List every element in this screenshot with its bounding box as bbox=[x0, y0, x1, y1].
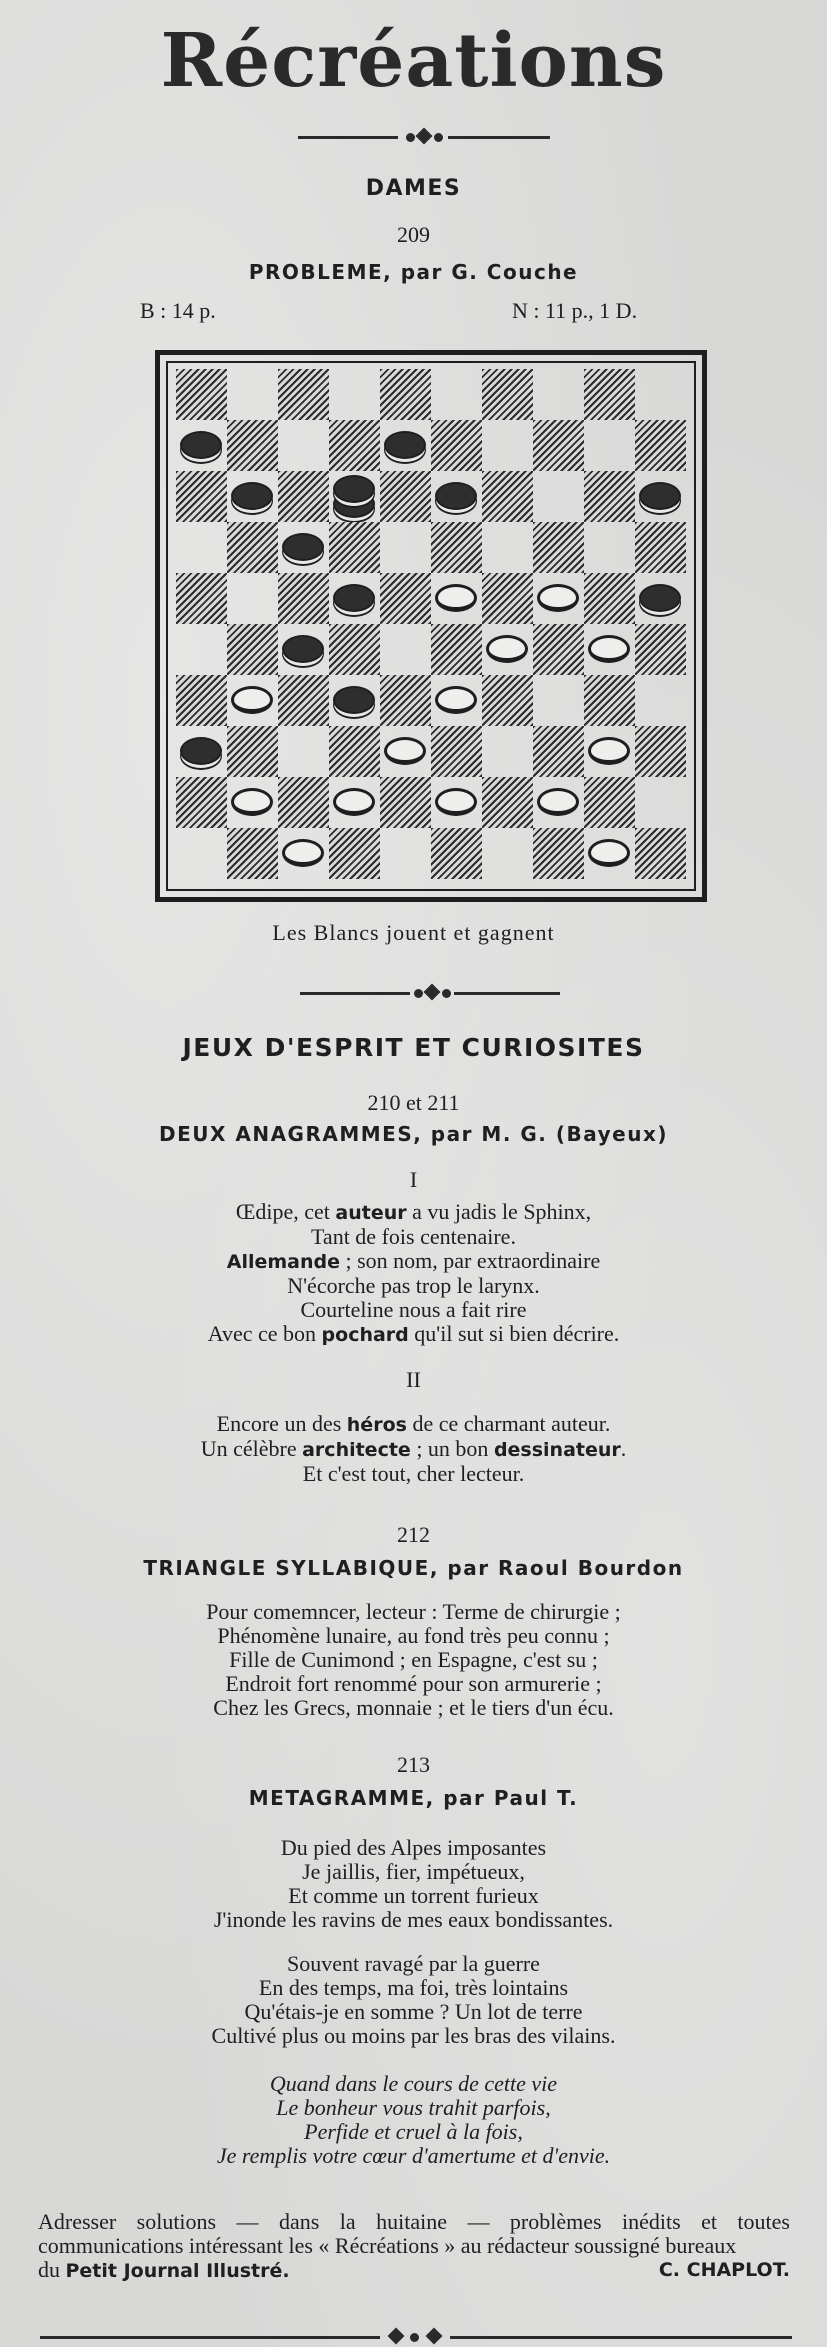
poem-line bbox=[0, 1624, 827, 1648]
playable-square bbox=[635, 471, 686, 522]
playable-square bbox=[635, 369, 686, 420]
hatched-square bbox=[278, 573, 329, 624]
poem-line bbox=[0, 1298, 827, 1322]
text: Phénomène lunaire, au fond très peu connu ; bbox=[217, 1623, 610, 1648]
playable-square bbox=[278, 420, 329, 471]
ornament-divider-bottom bbox=[40, 2330, 792, 2344]
problem-number: 209 bbox=[397, 222, 430, 247]
poem-line bbox=[0, 1600, 827, 1624]
hatched-square bbox=[329, 420, 380, 471]
playable-square bbox=[227, 573, 278, 624]
playable-square bbox=[482, 420, 533, 471]
playable-square bbox=[482, 522, 533, 573]
poem-line bbox=[0, 2096, 827, 2120]
text: N'écorche pas trop le larynx. bbox=[287, 1273, 540, 1298]
black-king-icon bbox=[333, 475, 375, 503]
hatched-square bbox=[380, 777, 431, 828]
text: Tant de fois centenaire. bbox=[311, 1224, 516, 1249]
white-piece-icon bbox=[588, 737, 630, 765]
black-piece-icon bbox=[435, 482, 477, 510]
text: Endroit fort renommé pour son armurerie ; bbox=[225, 1671, 602, 1696]
playable-square bbox=[482, 828, 533, 879]
playable-square bbox=[431, 675, 482, 726]
text: de ce charmant auteur. bbox=[406, 1411, 611, 1436]
black-piece-icon bbox=[384, 431, 426, 459]
hatched-square bbox=[431, 420, 482, 471]
white-piece-icon bbox=[537, 788, 579, 816]
white-piece-icon bbox=[384, 737, 426, 765]
poem-line bbox=[0, 1225, 827, 1249]
hatched-square bbox=[482, 471, 533, 522]
playable-square bbox=[176, 624, 227, 675]
hatched-square bbox=[533, 522, 584, 573]
playable-square bbox=[431, 573, 482, 624]
playable-square bbox=[533, 369, 584, 420]
poem-line bbox=[0, 1860, 827, 1884]
hatched-square bbox=[635, 624, 686, 675]
poem-line bbox=[0, 1696, 827, 1720]
text: Courteline nous a fait rire bbox=[300, 1297, 527, 1322]
submission-note bbox=[38, 2210, 790, 2283]
playable-square bbox=[176, 420, 227, 471]
keyword: héros bbox=[346, 1414, 407, 1436]
playable-square bbox=[176, 726, 227, 777]
playable-square bbox=[533, 675, 584, 726]
text: Et c'est tout, cher lecteur. bbox=[302, 1461, 525, 1486]
poem-line bbox=[0, 1952, 827, 1976]
hatched-square bbox=[635, 726, 686, 777]
playable-square bbox=[329, 675, 380, 726]
hatched-square bbox=[227, 420, 278, 471]
text: Le bonheur vous trahit parfois, bbox=[276, 2095, 551, 2120]
hatched-square bbox=[380, 471, 431, 522]
poem-line bbox=[0, 2024, 827, 2048]
triangle-poem bbox=[0, 1600, 827, 1720]
poem-line bbox=[0, 1648, 827, 1672]
hatched-square bbox=[227, 624, 278, 675]
playable-square bbox=[227, 777, 278, 828]
white-piece-icon bbox=[588, 839, 630, 867]
section-title-jeux: JEUX D'ESPRIT ET CURIOSITES bbox=[182, 1033, 645, 1062]
hatched-square bbox=[380, 675, 431, 726]
hatched-square bbox=[635, 522, 686, 573]
hatched-square bbox=[533, 828, 584, 879]
hatched-square bbox=[176, 573, 227, 624]
signature-line bbox=[38, 2258, 790, 2283]
poem-line bbox=[0, 2000, 827, 2024]
white-piece-icon bbox=[282, 839, 324, 867]
hatched-square bbox=[329, 624, 380, 675]
checkers-board bbox=[155, 350, 707, 902]
hatched-square bbox=[278, 675, 329, 726]
playable-square bbox=[176, 522, 227, 573]
anagram-number: 210 et 211 bbox=[367, 1090, 460, 1115]
part-label-2: II bbox=[406, 1367, 421, 1392]
black-piece-icon bbox=[282, 533, 324, 561]
white-piece-icon bbox=[435, 686, 477, 714]
hatched-square bbox=[584, 573, 635, 624]
text: J'inonde les ravins de mes eaux bondissantes. bbox=[213, 1907, 614, 1932]
ornament-divider bbox=[300, 986, 560, 1000]
board-grid bbox=[176, 369, 686, 879]
text: Je jaillis, fier, impétueux, bbox=[302, 1859, 525, 1884]
poem-line bbox=[0, 1249, 827, 1274]
hatched-square bbox=[482, 573, 533, 624]
hatched-square bbox=[227, 726, 278, 777]
white-piece-icon bbox=[231, 788, 273, 816]
hatched-square bbox=[431, 624, 482, 675]
text: a vu jadis le Sphinx, bbox=[406, 1199, 592, 1224]
text: Pour comemncer, lecteur : Terme de chirurgie ; bbox=[206, 1599, 621, 1624]
text: Avec ce bon bbox=[207, 1321, 322, 1346]
poem-line bbox=[0, 1836, 827, 1860]
playable-square bbox=[584, 828, 635, 879]
text: Souvent ravagé par la guerre bbox=[287, 1951, 540, 1976]
playable-square bbox=[380, 726, 431, 777]
poem-line bbox=[0, 1412, 827, 1437]
playable-square bbox=[176, 828, 227, 879]
text: Qu'étais-je en somme ? Un lot de terre bbox=[244, 1999, 583, 2024]
hatched-square bbox=[278, 471, 329, 522]
text: Chez les Grecs, monnaie ; et le tiers d'un écu. bbox=[213, 1695, 614, 1720]
keyword: pochard bbox=[321, 1324, 409, 1346]
playable-square bbox=[431, 777, 482, 828]
black-piece-icon bbox=[639, 584, 681, 612]
white-piece-icon bbox=[537, 584, 579, 612]
hatched-square bbox=[584, 777, 635, 828]
text: ; un bon bbox=[410, 1436, 494, 1461]
playable-square bbox=[329, 777, 380, 828]
metagramme-stanza-1 bbox=[0, 1836, 827, 1932]
playable-square bbox=[278, 726, 329, 777]
hatched-square bbox=[329, 726, 380, 777]
playable-square bbox=[278, 828, 329, 879]
playable-square bbox=[533, 573, 584, 624]
text: Œdipe, cet bbox=[235, 1199, 336, 1224]
black-piece-icon bbox=[231, 482, 273, 510]
hatched-square bbox=[278, 369, 329, 420]
page-title: Récréations bbox=[160, 18, 667, 104]
triangle-title: TRIANGLE SYLLABIQUE, par Raoul Bourdon bbox=[143, 1556, 684, 1580]
white-piece-icon bbox=[333, 788, 375, 816]
hatched-square bbox=[380, 369, 431, 420]
poem-line bbox=[0, 1437, 827, 1462]
part-label-1: I bbox=[409, 1167, 418, 1192]
poem-line bbox=[0, 1274, 827, 1298]
hatched-square bbox=[584, 369, 635, 420]
metagramme-title: METAGRAMME, par Paul T. bbox=[248, 1786, 579, 1810]
text: Cultivé plus ou moins par les bras des vilains. bbox=[211, 2023, 616, 2048]
hatched-square bbox=[227, 828, 278, 879]
metagramme-number: 213 bbox=[397, 1752, 430, 1777]
poem-line bbox=[0, 1462, 827, 1486]
black-piece-count: N : 11 p., 1 D. bbox=[512, 298, 638, 323]
text: Et comme un torrent furieux bbox=[288, 1883, 539, 1908]
playable-square bbox=[635, 573, 686, 624]
playable-square bbox=[482, 726, 533, 777]
poem-line bbox=[0, 2120, 827, 2144]
playable-square bbox=[278, 624, 329, 675]
triangle-number: 212 bbox=[397, 1522, 430, 1547]
white-piece-count: B : 14 p. bbox=[140, 298, 216, 323]
poem-line bbox=[0, 1884, 827, 1908]
signature: C. CHAPLOT. bbox=[658, 2259, 790, 2281]
playable-square bbox=[533, 471, 584, 522]
poem-line bbox=[0, 2144, 827, 2168]
playable-square bbox=[431, 471, 482, 522]
hatched-square bbox=[431, 522, 482, 573]
playable-square bbox=[431, 369, 482, 420]
playable-square bbox=[584, 522, 635, 573]
hatched-square bbox=[329, 828, 380, 879]
metagramme-stanza-3 bbox=[0, 2072, 827, 2168]
hatched-square bbox=[533, 624, 584, 675]
playable-square bbox=[380, 522, 431, 573]
playable-square bbox=[278, 522, 329, 573]
text: Quand dans le cours de cette vie bbox=[269, 2071, 558, 2096]
white-piece-icon bbox=[486, 635, 528, 663]
text: En des temps, ma foi, très lointains bbox=[258, 1975, 569, 2000]
playable-square bbox=[227, 471, 278, 522]
text: Je remplis votre cœur d'amertume et d'envie. bbox=[216, 2143, 611, 2168]
text: Fille de Cunimond ; en Espagne, c'est su ; bbox=[229, 1647, 598, 1672]
text: ; son nom, par extraordinaire bbox=[339, 1248, 601, 1273]
poem-line bbox=[0, 1672, 827, 1696]
hatched-square bbox=[635, 420, 686, 471]
text: qu'il sut si bien décrire. bbox=[408, 1321, 620, 1346]
poem-line bbox=[0, 1200, 827, 1225]
playable-square bbox=[584, 420, 635, 471]
hatched-square bbox=[380, 573, 431, 624]
playable-square bbox=[329, 573, 380, 624]
black-piece-icon bbox=[333, 584, 375, 612]
poem-line bbox=[0, 1976, 827, 2000]
hatched-square bbox=[227, 522, 278, 573]
keyword: dessinateur bbox=[493, 1439, 621, 1461]
playable-square bbox=[635, 777, 686, 828]
hatched-square bbox=[635, 828, 686, 879]
playable-square bbox=[380, 828, 431, 879]
hatched-square bbox=[482, 369, 533, 420]
playable-square bbox=[584, 624, 635, 675]
submission-text: Adresser solutions — dans la huitaine — problèmes inédits et toutes communications intéressant les « Récréations » au rédacteur soussigné bureaux bbox=[38, 2209, 790, 2258]
hatched-square bbox=[584, 471, 635, 522]
playable-square bbox=[584, 726, 635, 777]
hatched-square bbox=[533, 420, 584, 471]
hatched-square bbox=[431, 726, 482, 777]
playable-square bbox=[227, 675, 278, 726]
playable-square bbox=[533, 777, 584, 828]
hatched-square bbox=[176, 471, 227, 522]
poem-line bbox=[0, 1322, 827, 1347]
anagram-title: DEUX ANAGRAMMES, par M. G. (Bayeux) bbox=[158, 1122, 669, 1146]
playable-square bbox=[227, 369, 278, 420]
board-caption: Les Blancs jouent et gagnent bbox=[272, 920, 555, 945]
playable-square bbox=[380, 624, 431, 675]
hatched-square bbox=[176, 369, 227, 420]
hatched-square bbox=[482, 675, 533, 726]
playable-square bbox=[380, 420, 431, 471]
white-piece-icon bbox=[435, 584, 477, 612]
hatched-square bbox=[482, 777, 533, 828]
text: Du pied des Alpes imposantes bbox=[280, 1835, 547, 1860]
black-piece-icon bbox=[639, 482, 681, 510]
anagram-poem-1 bbox=[0, 1200, 827, 1347]
anagram-poem-2 bbox=[0, 1412, 827, 1486]
du-text: du bbox=[38, 2257, 66, 2282]
playable-square bbox=[329, 369, 380, 420]
text: Un célèbre bbox=[200, 1436, 303, 1461]
hatched-square bbox=[584, 675, 635, 726]
black-piece-icon bbox=[180, 431, 222, 459]
black-piece-icon bbox=[180, 737, 222, 765]
keyword: Allemande bbox=[226, 1251, 340, 1273]
hatched-square bbox=[176, 777, 227, 828]
hatched-square bbox=[176, 675, 227, 726]
keyword: auteur bbox=[335, 1202, 407, 1224]
white-piece-icon bbox=[435, 788, 477, 816]
hatched-square bbox=[329, 522, 380, 573]
problem-title: PROBLEME, par G. Couche bbox=[248, 260, 579, 284]
text: . bbox=[620, 1436, 627, 1461]
playable-square bbox=[329, 471, 380, 522]
playable-square bbox=[635, 675, 686, 726]
keyword: architecte bbox=[302, 1439, 411, 1461]
metagramme-stanza-2 bbox=[0, 1952, 827, 2048]
ornament-divider bbox=[298, 130, 550, 144]
text: Encore un des bbox=[216, 1411, 347, 1436]
white-piece-icon bbox=[588, 635, 630, 663]
poem-line bbox=[0, 2072, 827, 2096]
section-title-dames: DAMES bbox=[365, 176, 462, 201]
publication-name: Petit Journal Illustré. bbox=[65, 2260, 290, 2282]
black-piece-icon bbox=[333, 686, 375, 714]
text: Perfide et cruel à la fois, bbox=[304, 2119, 523, 2144]
hatched-square bbox=[431, 828, 482, 879]
poem-line bbox=[0, 1908, 827, 1932]
black-piece-icon bbox=[282, 635, 324, 663]
hatched-square bbox=[533, 726, 584, 777]
hatched-square bbox=[278, 777, 329, 828]
white-piece-icon bbox=[231, 686, 273, 714]
playable-square bbox=[482, 624, 533, 675]
